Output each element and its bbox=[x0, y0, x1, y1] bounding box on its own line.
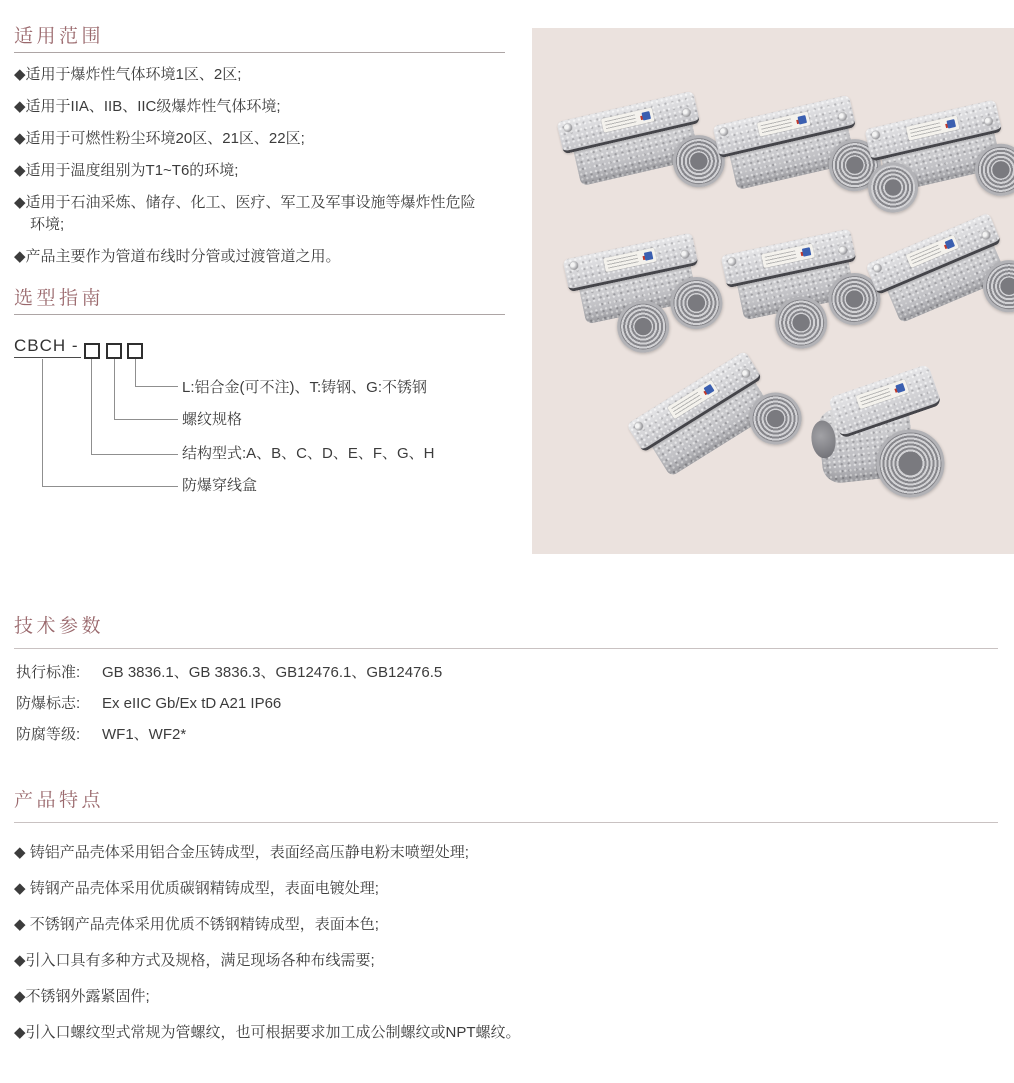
scope-list bbox=[14, 64, 490, 278]
list-item: ◆引入口螺纹型式常规为管螺纹，也可根据要求加工成公制螺纹或NPT螺纹。 bbox=[14, 1024, 521, 1041]
screw-icon bbox=[727, 257, 736, 266]
tech-label: 防腐等级: bbox=[16, 726, 81, 743]
model-digit-box bbox=[106, 343, 122, 359]
tech-row bbox=[16, 694, 442, 714]
screw-icon bbox=[981, 230, 991, 240]
scope-divider bbox=[14, 52, 505, 53]
feature-list bbox=[14, 842, 934, 1058]
list-item: ◆ 铸铝产品壳体采用铝合金压铸成型，表面经高压静电粉末喷塑处理; bbox=[14, 844, 469, 861]
screw-icon bbox=[838, 112, 848, 122]
product-photo-1 bbox=[556, 89, 727, 239]
screw-icon bbox=[680, 250, 689, 259]
product-photo-8 bbox=[804, 371, 966, 512]
product-photo-4 bbox=[563, 231, 726, 382]
model-digit-box bbox=[84, 343, 100, 359]
screw-icon bbox=[838, 246, 847, 255]
product-label bbox=[757, 111, 811, 136]
list-item: ◆适用于可燃性粉尘环境20区、21区、22区; bbox=[14, 130, 305, 147]
screw-icon bbox=[682, 108, 692, 118]
tech-row bbox=[16, 663, 442, 683]
screw-icon bbox=[633, 421, 644, 432]
screw-icon bbox=[984, 117, 994, 127]
screw-icon bbox=[563, 123, 573, 133]
tech-parameters bbox=[16, 663, 442, 756]
features-divider bbox=[14, 822, 998, 823]
product-label bbox=[761, 244, 815, 269]
tech-value: GB 3836.1、GB 3836.3、GB12476.1、GB12476.5 bbox=[102, 664, 443, 681]
diagram-label-thread: 螺纹规格 bbox=[182, 411, 243, 428]
tech-value: Ex eIIC Gb/Ex tD A21 IP66 bbox=[102, 695, 282, 712]
tech-value: WF1、WF2* bbox=[102, 726, 187, 743]
list-item: ◆引入口具有多种方式及规格，满足现场各种布线需要; bbox=[14, 952, 375, 969]
connector-line bbox=[135, 359, 178, 387]
product-label bbox=[906, 115, 960, 140]
features-section-title: 产品特点 bbox=[14, 790, 105, 811]
tech-section-title: 技术参数 bbox=[14, 616, 105, 637]
selection-section-title: 选型指南 bbox=[14, 288, 105, 309]
tech-divider bbox=[14, 648, 998, 649]
list-item: ◆适用于IIA、IIB、IIC级爆炸性气体环境; bbox=[14, 98, 281, 115]
selection-divider bbox=[14, 314, 505, 315]
tech-label: 执行标准: bbox=[16, 664, 81, 681]
product-photo-6 bbox=[865, 209, 1014, 380]
list-item: ◆产品主要作为管道布线时分管或过渡管道之用。 bbox=[14, 248, 341, 265]
scope-section-title: 适用范围 bbox=[14, 26, 105, 47]
product-label bbox=[603, 248, 657, 273]
diagram-label-structure: 结构型式:A、B、C、D、E、F、G、H bbox=[182, 445, 435, 462]
screw-icon bbox=[871, 130, 881, 140]
product-photo-2 bbox=[712, 93, 883, 243]
product-panel bbox=[532, 28, 1014, 554]
screw-icon bbox=[719, 127, 729, 137]
tech-row bbox=[16, 725, 442, 745]
diagram-label-product: 防爆穿线盒 bbox=[182, 477, 258, 494]
list-item: ◆ 不锈钢产品壳体采用优质不锈钢精铸成型，表面本色; bbox=[14, 916, 379, 933]
product-label bbox=[856, 379, 910, 409]
list-item: ◆ 铸钢产品壳体采用优质碳钢精铸成型，表面电镀处理; bbox=[14, 880, 379, 897]
list-item: ◆适用于爆炸性气体环境1区、2区; bbox=[14, 66, 242, 83]
list-item: ◆不锈钢外露紧固件; bbox=[14, 988, 150, 1005]
screw-icon bbox=[569, 261, 578, 270]
product-label bbox=[601, 107, 655, 132]
screw-icon bbox=[741, 368, 752, 379]
model-digit-box bbox=[127, 343, 143, 359]
list-item: ◆适用于石油采炼、储存、化工、医疗、军工及军事设施等爆炸性危险环境; bbox=[14, 194, 476, 233]
tech-label: 防爆标志: bbox=[16, 695, 81, 712]
product-photo-7 bbox=[626, 346, 818, 530]
diagram-label-material: L:铝合金(可不注)、T:铸钢、G:不锈钢 bbox=[182, 379, 428, 396]
screw-icon bbox=[872, 263, 882, 273]
list-item: ◆适用于温度组别为T1~T6的环境; bbox=[14, 162, 239, 179]
model-code: CBCH - bbox=[14, 337, 81, 358]
